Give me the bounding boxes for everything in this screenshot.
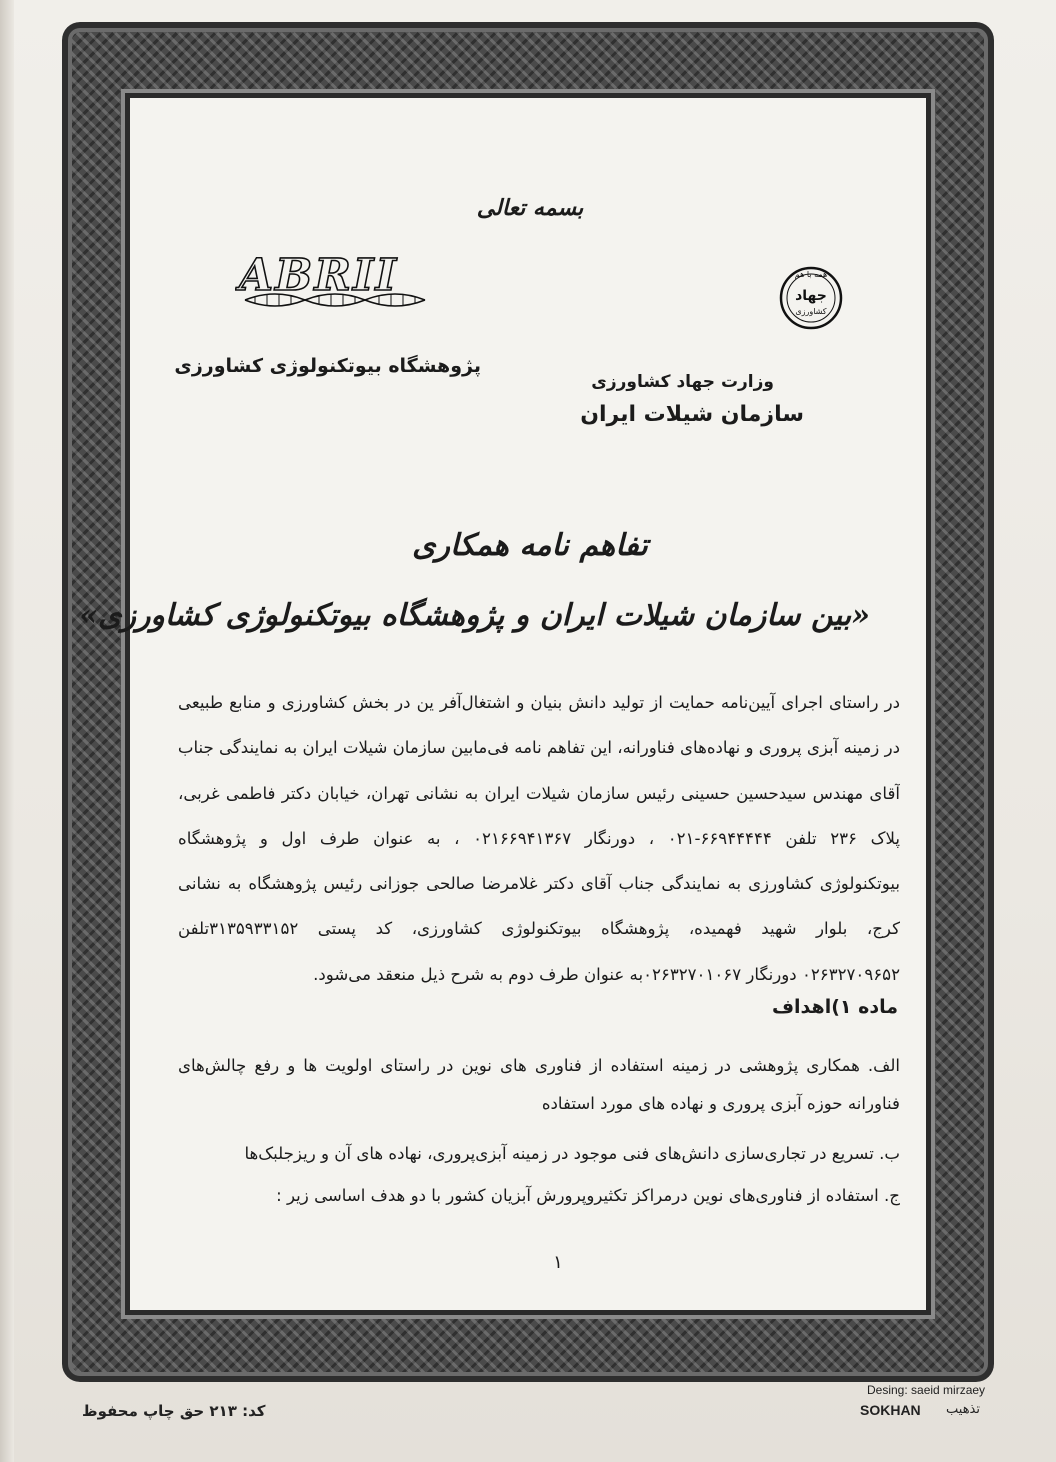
goal-item: ج. استفاده از فناوری‌های نوین درمراکز تکثیروپرورش آبزیان کشور با دو هدف اساسی زیر : <box>276 1186 900 1205</box>
agreement-preamble <box>178 680 900 997</box>
svg-text:ABRII: ABRII <box>239 250 399 301</box>
svg-text:همه با هم: همه با هم <box>794 270 828 279</box>
goal-item: ب. تسریع در تجاری‌سازی دانش‌های فنی موجود در زمینه آبزی‌پروری، نهاده های آن و ریزجلبک‌ها <box>244 1144 900 1163</box>
body-line: در راستای اجرای آیین‌نامه حمایت از تولید دانش بنیان و اشتغال‌آفر ین در بخش کشاورزی و منابع طبیعی <box>178 693 900 712</box>
tazhib-label: تذهیب <box>946 1402 980 1417</box>
goals-list <box>178 1046 900 1216</box>
svg-text:جهاد: جهاد <box>795 288 827 304</box>
organization-name: سازمان شیلات ایران <box>580 402 804 427</box>
page-edge-shadow <box>0 0 14 1462</box>
institute-name: پژوهشگاه بیوتکنولوژی کشاورزی <box>174 355 481 377</box>
jihad-seal-logo <box>778 265 844 331</box>
body-line: در زمینه آبزی پروری و نهاده‌های فناورانه، این تفاهم نامه فی‌مابین سازمان شیلات ایران به نمایندگی جناب <box>178 738 900 758</box>
svg-text:کشاورزی: کشاورزی <box>795 307 827 316</box>
body-line: پلاک ۲۳۶ تلفن ۶۶۹۴۴۴۴۴-۰۲۱ ، دورنگار ۰۲۱۶۶۹۴۱۳۶۷ ، به عنوان طرف اول و پژوهشگاه <box>178 828 900 848</box>
brand-mark: SOKHAN <box>860 1402 921 1418</box>
body-line: بیوتکنولوژی کشاورزی به نمایندگی جناب آقای دکتر غلامرضا صالحی جوزانی رئیس پژوهشگاه به نشانی <box>178 874 900 894</box>
body-line: ۰۲۶۳۲۷۰۹۶۵۲ دورنگار ۰۲۶۳۲۷۰۱۰۶۷به عنوان طرف دوم به شرح ذیل منعقد می‌شود. <box>313 964 900 984</box>
document-subtitle: «بین سازمان شیلات ایران و پژوهشگاه بیوتکنولوژی کشاورزی» <box>79 598 870 633</box>
article-heading: ماده ۱)اهداف <box>771 996 898 1018</box>
body-line: آقای مهندس سیدحسین حسینی رئیس سازمان شیلات ایران به نشانی تهران، خیابان دکتر فاطمی غربی، <box>178 783 900 803</box>
invocation-text: بسمه تعالی <box>476 195 584 221</box>
ministry-name: وزارت جهاد کشاورزی <box>591 372 774 392</box>
goal-item: الف. همکاری پژوهشی در زمینه استفاده از فناوری های نوین در راستای اولویت ها و رفع چالش‌های <box>178 1056 900 1075</box>
designer-credit: Desing: saeid mirzaey <box>867 1383 986 1397</box>
body-line: کرج، بلوار شهید فهمیده، پژوهشگاه بیوتکنولوژی کشاورزی، کد پستی ۳۱۳۵۹۳۳۱۵۲تلفن <box>178 919 900 939</box>
print-code: کد: ۲۱۳ حق چاپ محفوظ <box>82 1402 266 1420</box>
page-number: ۱ <box>553 1252 563 1273</box>
goal-item-continued: فناورانه حوزه آبزی پروری و نهاده های مورد استفاده <box>541 1094 900 1113</box>
abril-logo <box>235 248 435 318</box>
document-title: تفاهم نامه همکاری <box>412 528 648 563</box>
